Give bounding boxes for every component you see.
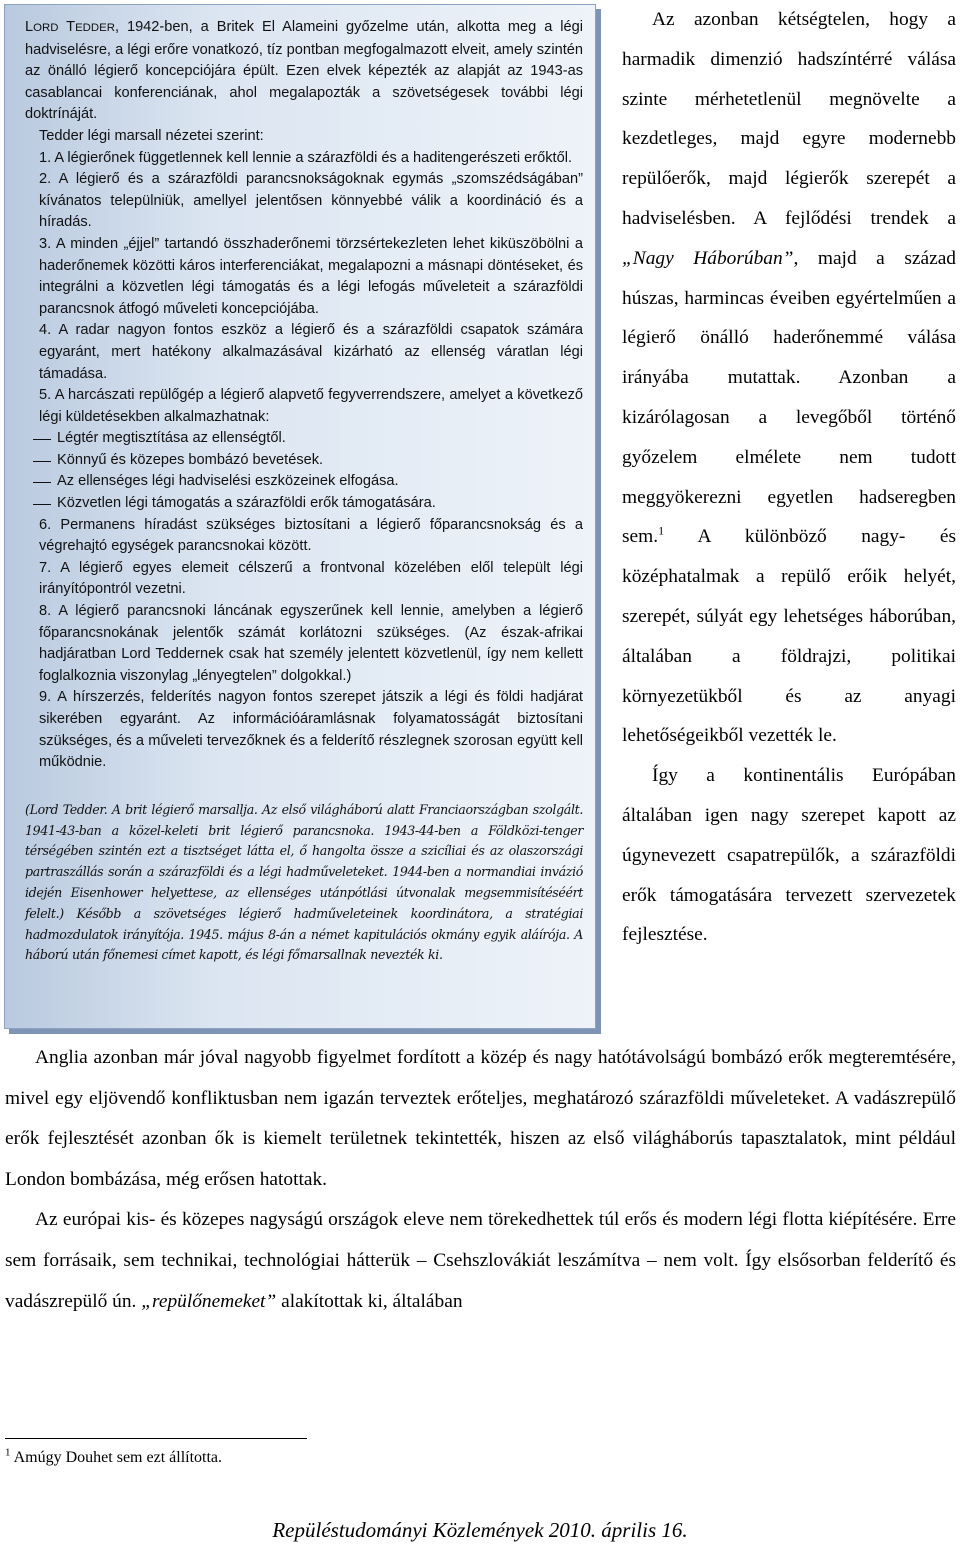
principle-text: A légierő egyes elemeit célszerű a frontvonal közelében elől települt légi irányítópontról vezetni. [39, 559, 583, 598]
principle-number: 4. [39, 322, 52, 339]
principle-text: A légierő parancsnoki láncának egyszerűnek kell lennie, amelyben a légierő főparancsnokának jelentők számát korlátozni szükséges. (Az észak-afrikai hadjáratban Lord Teddernek csak hat személy jelentett közvetlenül, így nem kellett foglalkoznia viszonylag „lényegtelen” dolgokkal.) [39, 603, 583, 684]
principle-5 [25, 385, 583, 428]
body-paragraph-1: Anglia azonban már jóval nagyobb figyelmet fordított a közép és nagy hatótávolságú bombázó erők megteremtésére, mivel egy eljövendő konfliktusban nem igazán terveztek erőteljes, meghatározó szárazföldi műveleteket. A vadászrepülő erők fejlesztését azonban ők is kiemelt területnek tekintették, hiszen az első világháborús tapasztalatok, mint például London bombázása, még erősen hatottak. [5, 1047, 956, 1190]
right-p1-italic: „Nagy Háborúban” [622, 247, 794, 269]
principle-3 [25, 234, 583, 320]
intro-surname-rest: EDDER [75, 22, 115, 34]
journal-footer [0, 1518, 960, 1543]
right-p1-part-a: Az azonban kétségtelen, hogy a harmadik dimenzió hadszíntérré válása szinte mérhetetlenül megnövelte a kezdetleges, majd egyre modernebb repülőerők, majd légierők szerepét a hadviselésben. A fejlődési trendek a [622, 9, 956, 229]
principle-number: 1. [39, 149, 52, 166]
principle-9 [25, 687, 583, 773]
body-p2-italic: „repülőnemeket” [141, 1290, 277, 1312]
mission-item: Közvetlen légi támogatás a szárazföldi erők támogatására. [29, 493, 583, 515]
right-paragraph-2: Így a kontinentális Európában általában igen nagy szerepet kapott az úgynevezett csapatrepülők, a szárazföldi erők támogatására tervezett szervezetek fejlesztése. [622, 765, 956, 946]
sidebar-intro [25, 17, 583, 126]
right-p1-part-c: A különböző nagy- és középhatalmak a repülő erőik helyét, szerepét, súlyát egy lehetséges háborúban, általában a földrajzi, politikai környezetükből és az anyagi lehetőségeikből vezették le. [622, 526, 956, 747]
principle-number: 7. [39, 559, 52, 576]
principle-number: 9. [39, 689, 52, 706]
principle-number: 5. [39, 387, 52, 404]
body-paragraph-2 [5, 1200, 956, 1322]
principle-text: A hírszerzés, felderítés nagyon fontos szerepet játszik a légi és földi hadjárat sikerében egyaránt. Az információáramlásnak folyamatosságát biztosítani szükséges, és a műveleti tervezőknek és a felderítő részlegnek szorosan együtt kell működnie. [39, 689, 583, 771]
right-p1-part-b: , majd a század húszas, harmincas éveiben egyértelműen a légierő önálló haderőnemmé válása irányába mutattak. Azonban a kizárólagosan a levegőből történő győzelem elmélete nem tudott meggyökerezni egyetlen hadseregben sem. [622, 247, 957, 548]
intro-name-rest: ORD [33, 22, 59, 34]
mission-item: Könnyű és közepes bombázó bevetések. [29, 450, 583, 472]
footnote-text: Amúgy Douhet sem ezt állította. [10, 1449, 223, 1466]
principle-8 [25, 601, 583, 687]
principle-number: 6. [39, 516, 52, 533]
principle-text: A harcászati repülőgép a légierő alapvető fegyverrendszere, amelyet a következő légi küldetésekben alkalmazhatnak: [39, 387, 584, 425]
footnote-mark: 1 [5, 1446, 11, 1459]
right-paragraph-1 [622, 0, 956, 756]
intro-surname-initial: T [58, 19, 76, 35]
mission-list [25, 428, 583, 514]
intro-text: , 1942-ben, a Britek El Alameini győzelme után, alkotta meg a légi hadviselésre, a légi erőre vonatkozó, tíz pontban megfogalmazott elveit, amely szintén az önálló légierő koncepciójára épült. Ezen elvek képezték az alapját az 1943-as casablancai konferenciának, ahol megalapozták a szövetségesek további légi doktrínáját. [25, 19, 583, 123]
body-p2-part-a: Az európai kis- és közepes nagyságú országok eleve nem törekedhettek túl erős és modern légi flotta kiépítésére. Erre sem forrásaik, sem technikai, technológiai hátterük ‒ Csehszlovákiát leszámítva ‒ nem volt. Így elsősorban felderítő és vadászrepülő ún. [5, 1209, 956, 1312]
sidebar-lead: Tedder légi marsall nézetei szerint: [39, 127, 264, 144]
intro-name-initial: L [25, 19, 34, 35]
footnote-separator [5, 1438, 307, 1439]
principle-1 [25, 148, 583, 170]
principle-number: 8. [39, 603, 52, 620]
mission-item: Légtér megtisztítása az ellenségtől. [29, 428, 583, 450]
right-column-text [622, 0, 956, 955]
principle-6 [25, 515, 583, 558]
footnote [5, 1446, 222, 1470]
principle-text: A légierő és a szárazföldi parancsnokságoknak egymás „szomszédságában” kívánatos települniük, amellyel jelentősen könnyebbé válik a koordináció és a híradás. [39, 171, 583, 231]
tedder-sidebar-box [4, 4, 596, 1029]
principle-2 [25, 169, 583, 234]
body-p2-part-b: alakítottak ki, általában [276, 1290, 463, 1312]
principle-7 [25, 558, 583, 601]
mission-item: Az ellenséges légi hadviselési eszközeinek elfogása. [29, 471, 583, 493]
principle-text: Permanens híradást szükséges biztosítani a légierő főparancsnokság és a végrehajtó egységek parancsnokai között. [39, 516, 583, 555]
footer-text: Repüléstudományi Közlemények 2010. április 16. [272, 1518, 688, 1542]
tedder-biography-citation: (Lord Tedder. A brit légierő marsallja. Az első világháború alatt Franciaországban szolgált. 1941-43-ban a közel-keleti brit légierő parancsnoka. 1943-44-ben a Földközi-tenger térségében szintén ezt a tisztséget látta el, ő hangolta össze a szicíliai és az olaszországi partraszállás során a szárazföldi és a légi hadműveleteket. 1944-ben a normandiai invázió idején Eisenhower helyettese, az ellenséges utánpótlási útvonalak megsemmisítéséért felelt.) Később a szövetséges légierő hadműveleteinek koordinátora, a stratégiai hadmozdulatok irányítója. 1945. május 8-án a német kapitulációs okmány egyik aláírója. A háború után főnemesi címet kapott, és légi főmarsallnak nevezték ki. [25, 801, 583, 963]
principle-4 [25, 320, 583, 385]
principle-text: A minden „éjjel” tartandó összhaderőnemi törzsértekezleten lehet kiküszöbölni a haderőnemek közötti káros interferenciákat, megalapozni a másnapi döntéseket, és integrálni a közvetlen légi támogatás és a légi lefogás műveleteit a szárazföldi parancsnok átfogó műveleti koncepciójába. [39, 235, 583, 317]
principle-text: A radar nagyon fontos eszköz a légierő és a szárazföldi csapatok számára egyaránt, mert hatékony alkalmazásával kizárható az ellenség váratlan légi támadása. [39, 322, 584, 382]
footnote-reference[interactable]: 1 [658, 523, 665, 538]
principle-number: 2. [39, 171, 52, 188]
principle-text: A légierőnek függetlennek kell lennie a szárazföldi és a haditengerészeti erőktől. [54, 149, 573, 166]
principle-number: 3. [39, 235, 52, 252]
full-width-text [5, 1038, 956, 1322]
